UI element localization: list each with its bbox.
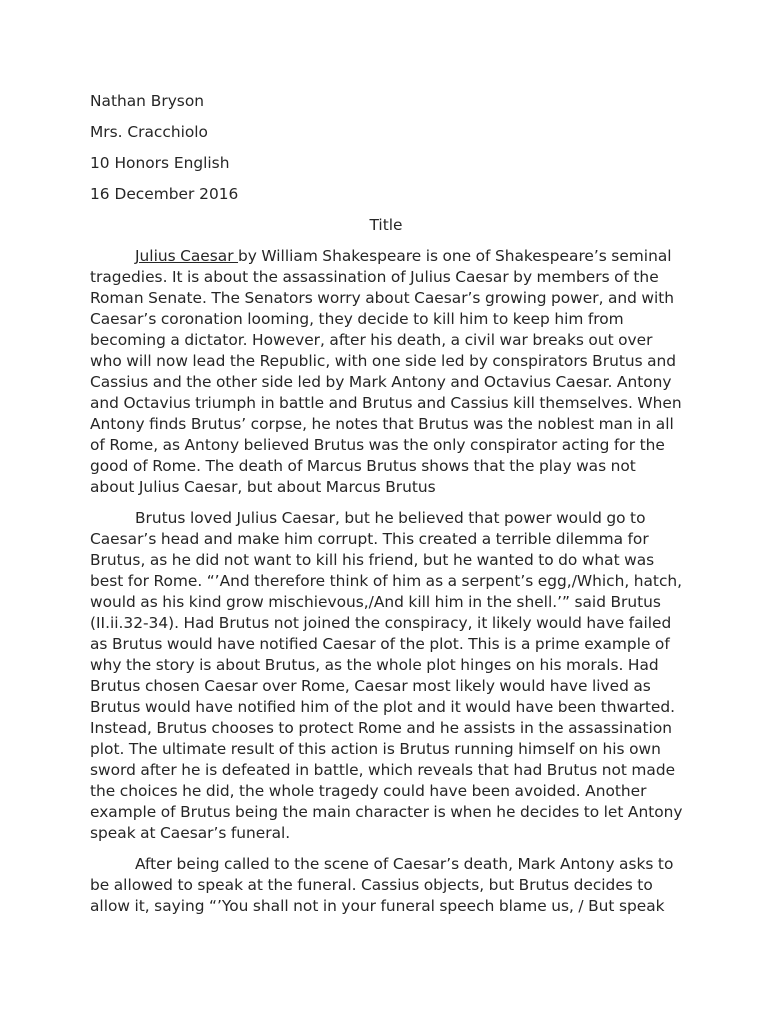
paragraph-line: (II.ii.32-34). Had Brutus not joined the conspiracy, it likely would have failed [90, 614, 672, 632]
book-title-underlined: Julius Caesar [135, 247, 239, 265]
document-page [90, 91, 682, 927]
paragraph-line: why the story is about Brutus, as the whole plot hinges on his morals. Had [90, 656, 659, 674]
paragraph-line: Caesar’s head and make him corrupt. This created a terrible dilemma for [90, 530, 649, 548]
paragraph-line: be allowed to speak at the funeral. Cassius objects, but Brutus decides to [90, 876, 653, 894]
paragraph-line: allow it, saying “’You shall not in your funeral speech blame us, / But speak [90, 897, 665, 915]
paragraph-line: and Octavius triumph in battle and Brutus and Cassius kill themselves. When [90, 394, 682, 412]
paragraph-line: of Rome, as Antony believed Brutus was the only conspirator acting for the [90, 436, 665, 454]
paragraph-line: Instead, Brutus chooses to protect Rome and he assists in the assassination [90, 719, 672, 737]
body-paragraph [90, 854, 682, 917]
paragraph-line: would as his kind grow mischievous,/And kill him in the shell.’” said Brutus [90, 593, 661, 611]
paragraph-line: Antony finds Brutus’ corpse, he notes that Brutus was the noblest man in all [90, 415, 674, 433]
paragraph-line: Brutus would have notified him of the plot and it would have been thwarted. [90, 698, 676, 716]
body-paragraph [90, 246, 682, 498]
paragraph-line: Roman Senate. The Senators worry about Caesar’s growing power, and with [90, 289, 675, 307]
essay-date: 16 December 2016 [90, 185, 239, 203]
student-name: Nathan Bryson [90, 92, 204, 110]
paragraph-line [90, 246, 682, 267]
paragraph-line: tragedies. It is about the assassination of Julius Caesar by members of the [90, 268, 659, 286]
paragraph-line: Cassius and the other side led by Mark Antony and Octavius Caesar. Antony [90, 373, 672, 391]
paragraph-line: becoming a dictator. However, after his death, a civil war breaks out over [90, 331, 653, 349]
body-paragraph [90, 508, 682, 844]
paragraph-line: about Julius Caesar, but about Marcus Brutus [90, 478, 436, 496]
paragraph-line: Brutus loved Julius Caesar, but he believed that power would go to [135, 509, 646, 527]
paragraph-line: plot. The ultimate result of this action is Brutus running himself on his own [90, 740, 661, 758]
paragraph-line: good of Rome. The death of Marcus Brutus shows that the play was not [90, 457, 636, 475]
course-name: 10 Honors English [90, 154, 230, 172]
paragraph-line: best for Rome. “’And therefore think of him as a serpent’s egg,/Which, hatch, [90, 572, 683, 590]
paragraph-line: the choices he did, the whole tragedy could have been avoided. Another [90, 782, 647, 800]
essay-body [90, 246, 682, 917]
paragraph-line: who will now lead the Republic, with one side led by conspirators Brutus and [90, 352, 677, 370]
paragraph-line: Brutus, as he did not want to kill his friend, but he wanted to do what was [90, 551, 655, 569]
paragraph-line: After being called to the scene of Caesar’s death, Mark Antony asks to [135, 855, 674, 873]
paragraph-line: Brutus chosen Caesar over Rome, Caesar most likely would have lived as [90, 677, 651, 695]
paragraph-line: speak at Caesar’s funeral. [90, 824, 291, 842]
paragraph-line: sword after he is defeated in battle, which reveals that had Brutus not made [90, 761, 676, 779]
paragraph-line: Caesar’s coronation looming, they decide to kill him to keep him from [90, 310, 624, 328]
teacher-name: Mrs. Cracchiolo [90, 123, 208, 141]
paragraph-line: as Brutus would have notified Caesar of the plot. This is a prime example of [90, 635, 670, 653]
paragraph-line: example of Brutus being the main character is when he decides to let Antony [90, 803, 683, 821]
line-text: by William Shakespeare is one of Shakespeare’s seminal [238, 247, 672, 265]
essay-title: Title [369, 216, 403, 234]
